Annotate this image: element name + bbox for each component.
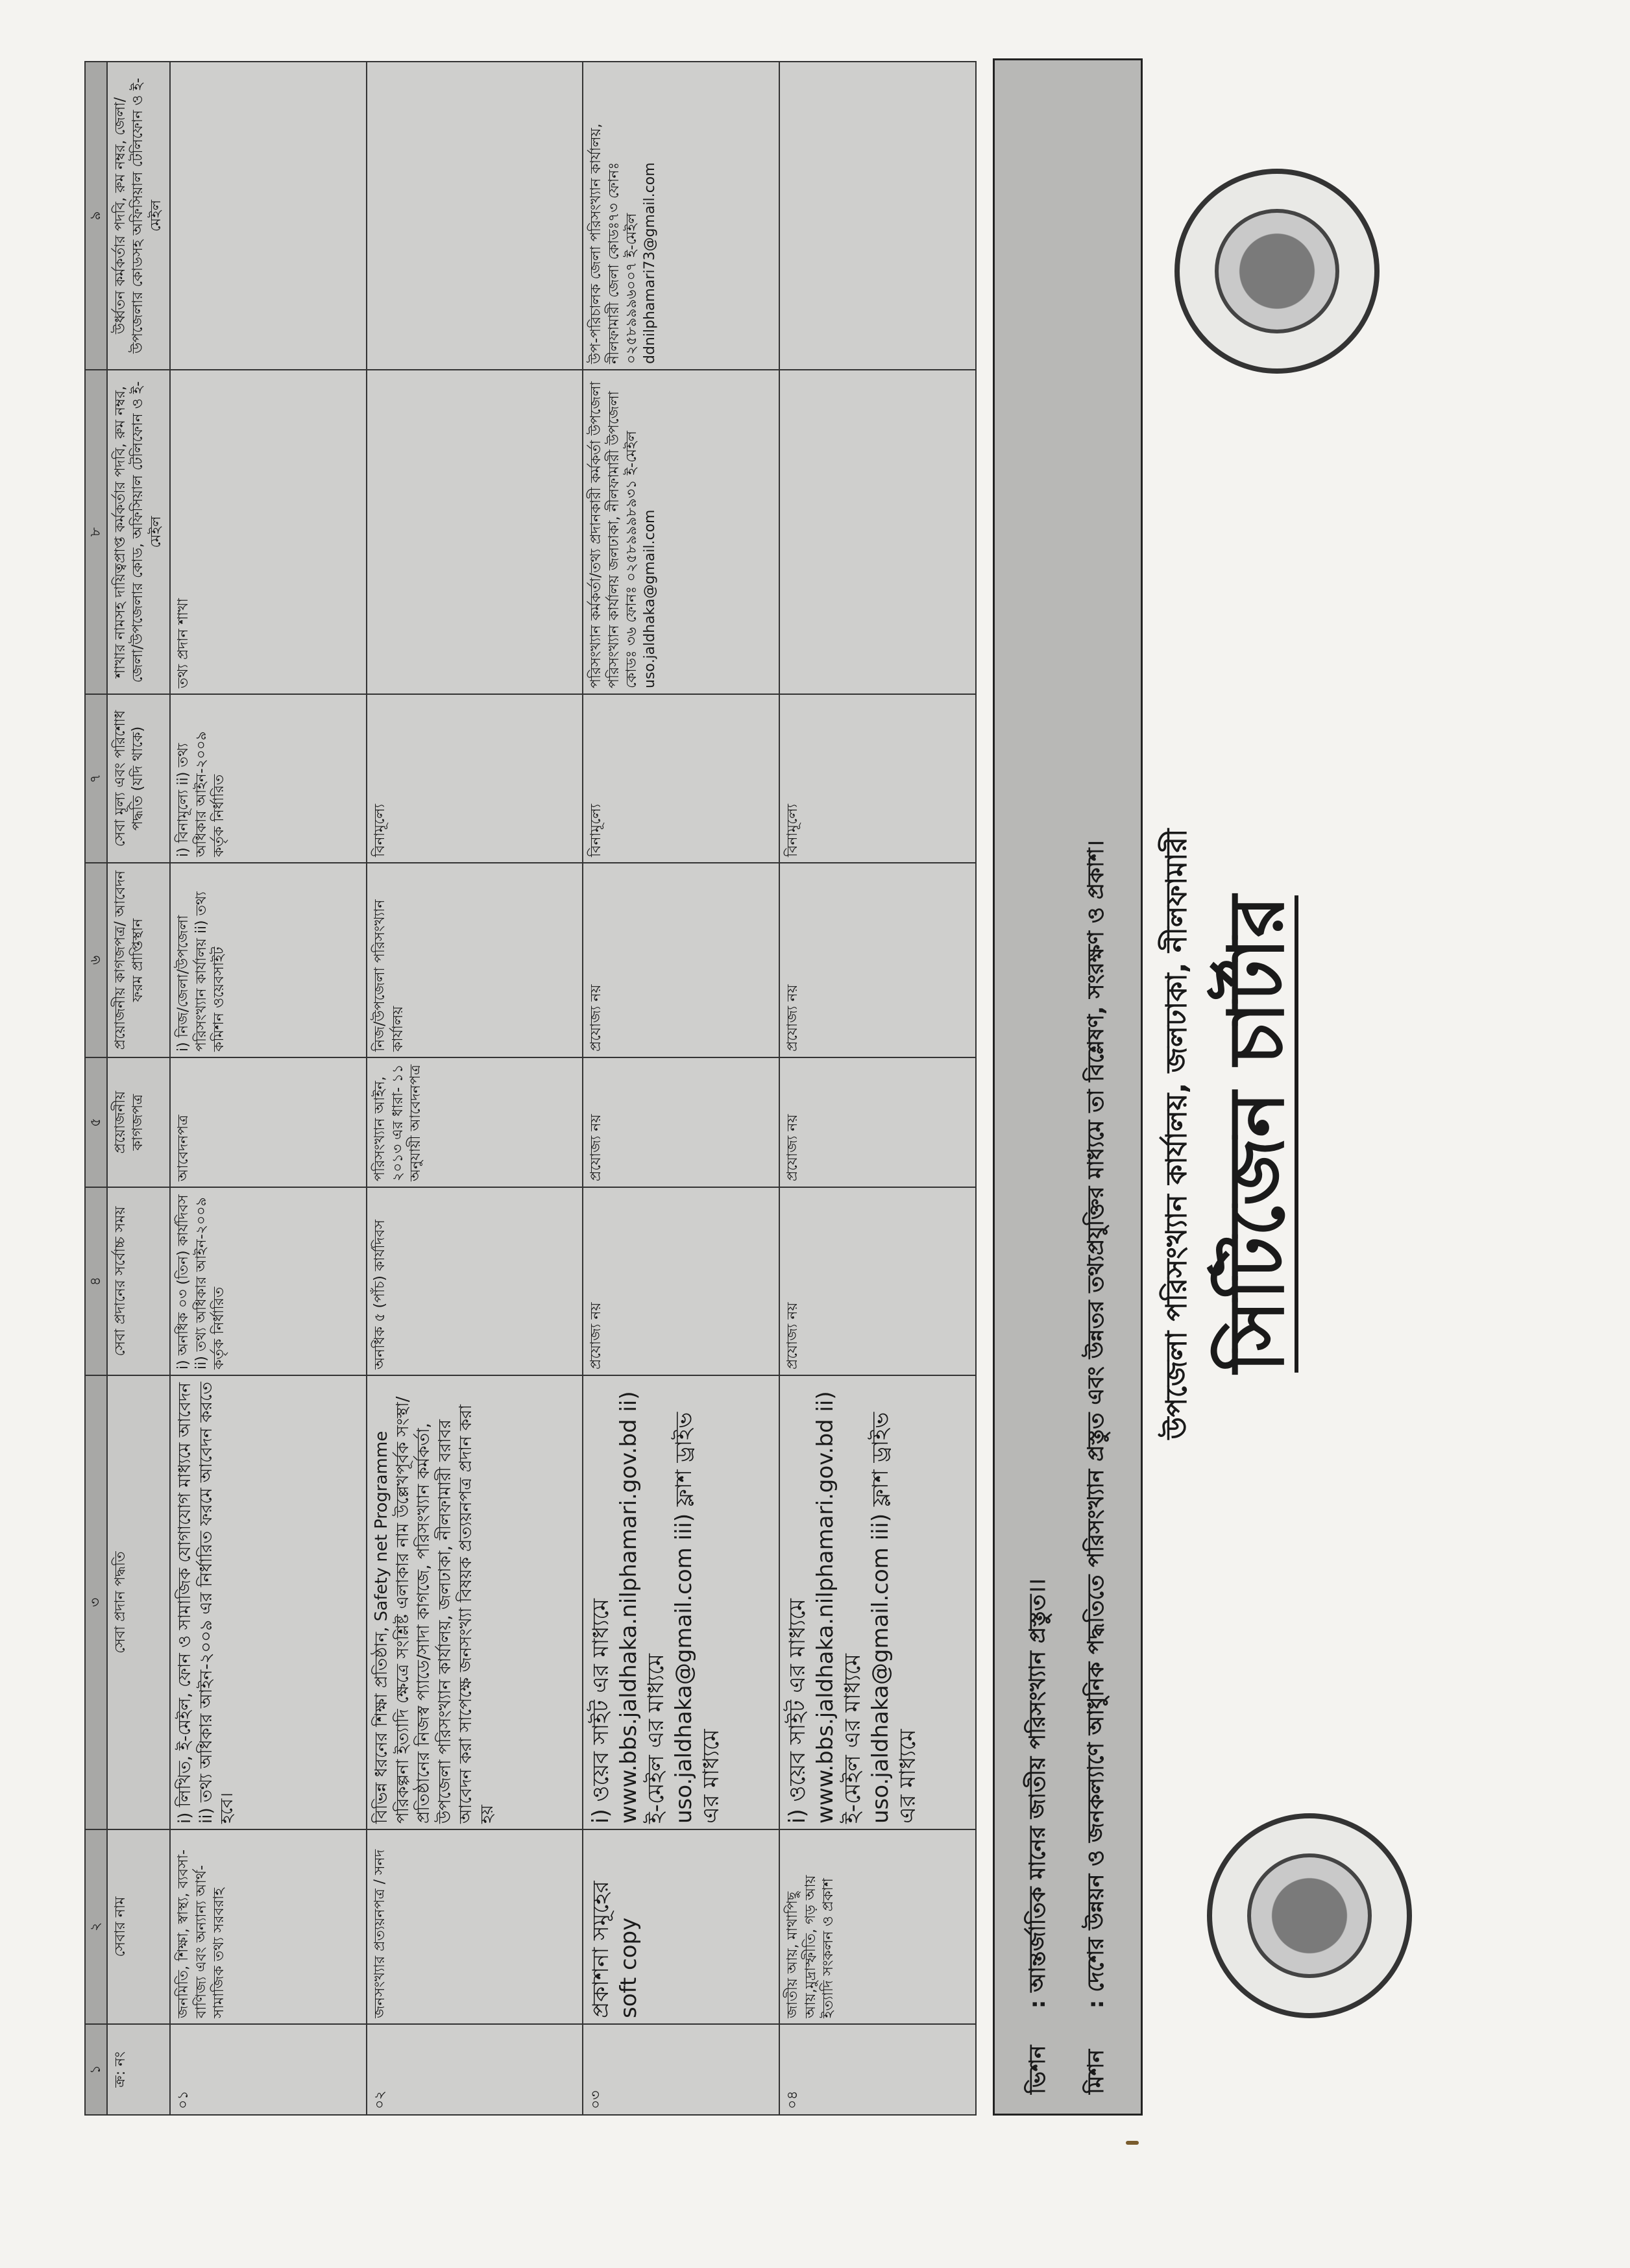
superior-cell bbox=[170, 62, 367, 370]
officer-cell bbox=[367, 370, 583, 694]
docs-cell: প্রযোজ্য নয় bbox=[779, 1057, 976, 1187]
fee-cell: বিনামূল্যে bbox=[367, 694, 583, 863]
officer-cell: তথ্য প্রদান শাখা bbox=[170, 370, 367, 694]
service-name-cell: জনসংখ্যার প্রত্যয়নপত্র / সনদ bbox=[367, 1829, 583, 2024]
service-table bbox=[84, 61, 977, 2116]
vision-line bbox=[1021, 1578, 1058, 2094]
place-cell: নিজ/উপজেলা পরিসংখ্যান কার্যালয় bbox=[367, 863, 583, 1057]
table-row bbox=[170, 62, 367, 2115]
method-cell: i) ওয়েব সাইট এর মাধ্যমে www.bbs.jaldhaka.nilphamari.gov.bd ii) ই-মেইল এর মাধ্যমে uso.jaldhaka@gmail.com iii) ফ্লাশ ড্রাইভ এর মাধ্যমে bbox=[779, 1375, 976, 1829]
header-cell: ক্র: নং bbox=[107, 2024, 170, 2115]
col-number: ৫ bbox=[85, 1057, 107, 1187]
header-cell: সেবা প্রদানের সর্বোচ্চ সময় bbox=[107, 1187, 170, 1375]
superior-cell bbox=[367, 62, 583, 370]
place-cell: প্রযোজ্য নয় bbox=[583, 863, 779, 1057]
bbs-logo bbox=[1174, 169, 1380, 374]
serial-cell: ০৪ bbox=[779, 2024, 976, 2115]
service-name-cell: জনমিতি, শিক্ষা, স্বাস্থ্য, ব্যবসা-বাণিজ্য এবং অন্যান্য আর্থ-সামাজিক তথ্য সরবরাহ bbox=[170, 1829, 367, 2024]
time-cell: প্রযোজ্য নয় bbox=[779, 1187, 976, 1375]
serial-cell: ০২ bbox=[367, 2024, 583, 2115]
time-cell: অনধিক ৫ (পাঁচ) কার্যদিবস bbox=[367, 1187, 583, 1375]
officer-cell bbox=[779, 370, 976, 694]
col-number: ৬ bbox=[85, 863, 107, 1057]
method-cell: i) ওয়েব সাইট এর মাধ্যমে www.bbs.jaldhaka.nilphamari.gov.bd ii) ই-মেইল এর মাধ্যমে uso.jaldhaka@gmail.com iii) ফ্লাশ ড্রাইভ এর মাধ্যমে bbox=[583, 1375, 779, 1829]
serial-cell: ০১ bbox=[170, 2024, 367, 2115]
government-seal bbox=[1207, 1813, 1412, 2018]
superior-cell bbox=[779, 62, 976, 370]
service-name-cell: জাতীয় আয়, মাথাপিছু আয়,মুদ্রাস্ফীতি, গড় আয় ইত্যাদি সংকলন ও প্রকাশ bbox=[779, 1829, 976, 2024]
header-cell: প্রয়োজনীয় কাগজপত্র/ আবেদন ফরম প্রাপ্তিস্থান bbox=[107, 863, 170, 1057]
header-cell: সেবা প্রদান পদ্ধতি bbox=[107, 1375, 170, 1829]
header-cell: উর্ধ্বতন কর্মকর্তার পদবি, রুম নম্বর, জেলা/উপজেলার কোডসহ অফিসিয়াল টেলিফোন ও ই-মেইল bbox=[107, 62, 170, 370]
time-cell: i) অনধিক ০৩ (তিন) কার্যদিবস ii) তথ্য অধিকার আইন-২০০৯ কর্তৃক নির্ধারিত bbox=[170, 1187, 367, 1375]
docs-cell: প্রযোজ্য নয় bbox=[583, 1057, 779, 1187]
col-number: ৪ bbox=[85, 1187, 107, 1375]
table-row bbox=[367, 62, 583, 2115]
header-cell: প্রয়োজনীয় কাগজপত্র bbox=[107, 1057, 170, 1187]
method-cell: i) লিখিত, ই-মেইল, ফোন ও সামাজিক যোগাযোগ মাধ্যমে আবেদন ii) তথ্য অধিকার আইন-২০০৯ এর নির্ধারিত ফরমে আবেদন করতে হবে। bbox=[170, 1375, 367, 1829]
service-name-cell: প্রকাশনা সমূহের soft copy bbox=[583, 1829, 779, 2024]
col-number: ৮ bbox=[85, 370, 107, 694]
table-row bbox=[779, 62, 976, 2115]
place-cell: i) নিজ/জেলা/উপজেলা পরিসংখ্যান কার্যালয় ii) তথ্য কমিশন ওয়েবসাইট bbox=[170, 863, 367, 1057]
bangladesh-map-emblem bbox=[1247, 1853, 1372, 1978]
officer-cell: পরিসংখ্যান কর্মকর্তা/তথ্য প্রদানকারী কর্মকর্তা উপজেলা পরিসংখ্যান কার্যালয় জলঢাকা, নীলফামারী উপজেলা কোডঃ ৩৬ ফোনঃ ০২৫৮৯৯৯৮৯৩১ ই-মেইল uso.jaldhaka@gmail.com bbox=[583, 370, 779, 694]
vision-label: ভিশন bbox=[1025, 2045, 1051, 2094]
fee-cell: বিনামূল্যে bbox=[779, 694, 976, 863]
mission-text: : দেশের উন্নয়ন ও জনকল্যাণে আধুনিক পদ্ধতিতে পরিসংখ্যান প্রস্তুত এবং উন্নতর তথ্যপ্রযুক্তির মাধ্যমে তা বিশ্লেষণ, সংরক্ষণ ও প্রকাশ। bbox=[1083, 840, 1109, 2009]
docs-cell: আবেদনপত্র bbox=[170, 1057, 367, 1187]
header-cell: সেবা মূল্য এবং পরিশোধ পদ্ধতি (যদি থাকে) bbox=[107, 694, 170, 863]
header-cell: শাখার নামসহ দায়িত্বপ্রাপ্ত কর্মকর্তার পদবি, রুম নম্বর, জেলা/উপজেলার কোড, অফিসিয়াল টেলিফোন ও ই-মেইল bbox=[107, 370, 170, 694]
superior-cell: উপ-পরিচালক জেলা পরিসংখ্যান কার্যালয়, নীলফামারী জেলা কোডঃ৭৩ ফোনঃ ০২৫৮৯৯৯৬০০৭ ই-মেইল ddnilphamari73@gmail.com bbox=[583, 62, 779, 370]
fee-cell: i) বিনামূল্যে ii) তথ্য অধিকার আইন-২০০৯ কর্তৃক নির্ধারিত bbox=[170, 694, 367, 863]
time-cell: প্রযোজ্য নয় bbox=[583, 1187, 779, 1375]
mission-line bbox=[1079, 840, 1116, 2094]
mission-label: মিশন bbox=[1083, 2049, 1109, 2094]
serial-cell: ০৩ bbox=[583, 2024, 779, 2115]
fee-cell: বিনামূল্যে bbox=[583, 694, 779, 863]
paper-speck bbox=[1126, 2141, 1139, 2145]
table-row bbox=[583, 62, 779, 2115]
header-cell: সেবার নাম bbox=[107, 1829, 170, 2024]
vision-text: : আন্তর্জাতিক মানের জাতীয় পরিসংখ্যান প্রস্তুত।। bbox=[1025, 1578, 1051, 2009]
page-title: সিটিজেন চার্টার bbox=[1211, 895, 1301, 1373]
table-header-row bbox=[107, 62, 170, 2115]
col-number: ৯ bbox=[85, 62, 107, 370]
col-number: ৩ bbox=[85, 1375, 107, 1829]
docs-cell: পরিসংখ্যান আইন, ২০১৩ এর ধারা- ১১ অনুযায়ী আবেদনপত্র bbox=[367, 1057, 583, 1187]
vision-mission-box bbox=[993, 58, 1143, 2116]
col-number: ২ bbox=[85, 1829, 107, 2024]
office-subtitle: উপজেলা পরিসংখ্যান কার্যালয়, জলঢাকা, নীলফামারী bbox=[1160, 828, 1193, 1440]
place-cell: প্রযোজ্য নয় bbox=[779, 863, 976, 1057]
col-number: ১ bbox=[85, 2024, 107, 2115]
column-number-row bbox=[85, 62, 107, 2115]
bbs-emblem bbox=[1215, 209, 1339, 333]
method-cell: বিভিন্ন ধরনের শিক্ষা প্রতিষ্ঠান, Safety net Programme পরিকল্পনা ইত্যাদি ক্ষেত্রে সংশ্লিষ্ট এলাকার নাম উল্লেখপূর্বক সংস্থা/ প্রতিষ্ঠানের নিজস্ব প্যাডে/সাদা কাগজে, পরিসংখ্যান কর্মকর্তা, উপজেলা পরিসংখ্যান কার্যালয়, জলঢাকা, নীলফামারী বরাবর আবেদন করা সাপেক্ষে জনসংখ্যা বিষয়ক প্রত্যয়নপত্র প্রদান করা হয় bbox=[367, 1375, 583, 1829]
col-number: ৭ bbox=[85, 694, 107, 863]
